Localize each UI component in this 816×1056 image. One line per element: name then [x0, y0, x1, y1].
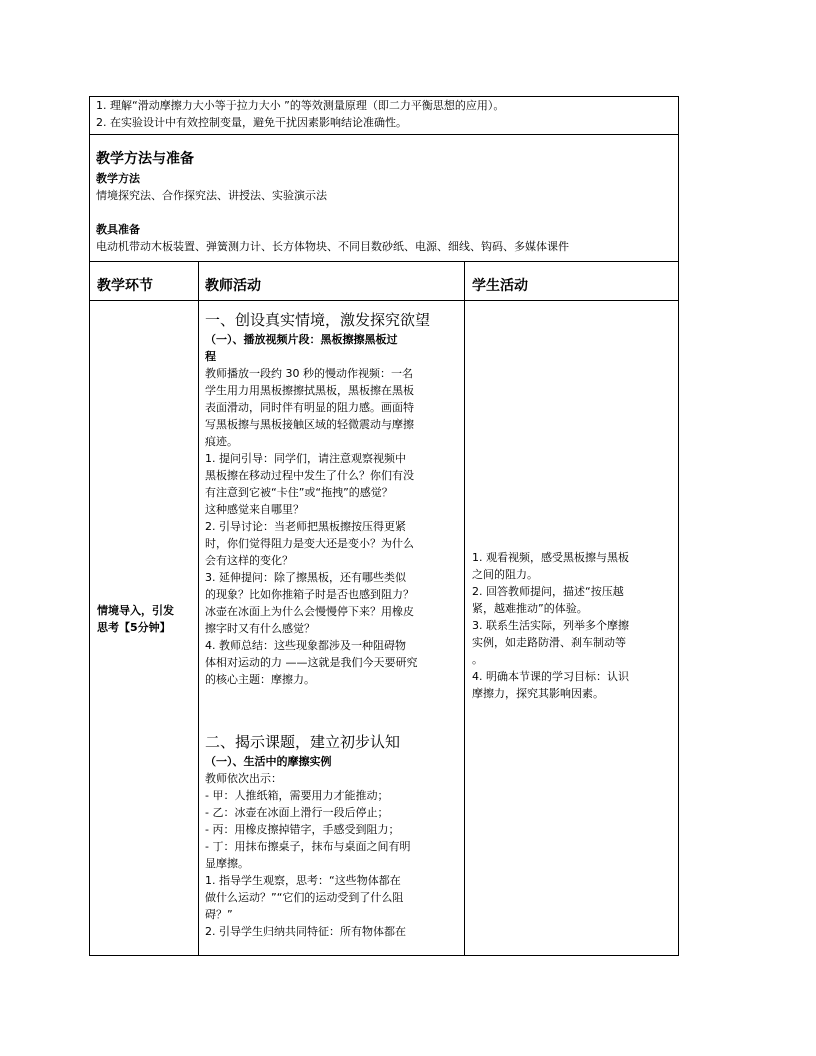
text-line: （一）、播放视频片段：黑板擦擦黑板过 [205, 333, 398, 346]
text-line: 4. 明确本节课的学习目标：认识 [472, 670, 629, 683]
methods-section-title: 教学方法与准备 [96, 151, 194, 167]
column-divider [464, 261, 465, 956]
text-line: 写黑板擦与黑板接触区域的轻微震动与摩擦 [205, 418, 414, 431]
teacher-paragraph-3 [205, 518, 461, 569]
part1-subtitle [205, 331, 461, 365]
student-item-2 [472, 583, 676, 617]
stage-line-2: 思考【5分钟】 [97, 621, 171, 634]
methods-cell [96, 149, 676, 255]
row-divider [90, 261, 678, 262]
text-line: 显摩擦。 [205, 857, 249, 870]
text-line: 的核心主题：摩擦力。 [205, 673, 315, 686]
text-line: - 丙：用橡皮擦掉错字，手感受到阻力； [205, 823, 400, 836]
lesson-plan-table [89, 96, 679, 956]
prep-text: 电动机带动木板装置、弹簧测力计、长方体物块、不同目数砂纸、电源、细线、钩码、多媒体课件 [96, 240, 569, 253]
text-line: 实例，如走路防滑、刹车制动等 [472, 636, 626, 649]
student-item-3 [472, 617, 676, 668]
student-item-1 [472, 549, 676, 583]
text-line: 黑板擦在移动过程中发生了什么？你们有没 [205, 469, 414, 482]
text-line: 体相对运动的力 ——这就是我们今天要研究 [205, 656, 418, 669]
teacher-paragraph-6 [205, 770, 461, 872]
text-line: 表面滑动，同时伴有明显的阻力感。画面特 [205, 401, 414, 414]
methods-text: 情境探究法、合作探究法、讲授法、实验演示法 [96, 189, 327, 202]
part1-title: 一、创设真实情境，激发探究欲望 [205, 311, 431, 329]
teacher-paragraph-7 [205, 872, 461, 923]
text-line: 教师播放一段约 30 秒的慢动作视频：一名 [205, 367, 413, 380]
text-line: 冰壶在冰面上为什么会慢慢停下来？用橡皮 [205, 605, 414, 618]
text-line: 。 [472, 653, 483, 666]
text-line: 之间的阻力。 [472, 568, 538, 581]
text-line: 学生用力用黑板擦擦拭黑板，黑板擦在黑板 [205, 384, 414, 397]
text-line: 擦字时又有什么感觉？ [205, 622, 315, 635]
stage-cell [97, 602, 197, 636]
part2-subtitle: （一）、生活中的摩擦实例 [205, 755, 332, 768]
teacher-paragraph-8 [205, 923, 461, 940]
teacher-paragraph-2 [205, 450, 461, 518]
text-line: 2. 引导学生归纳共同特征：所有物体都在 [205, 925, 406, 938]
student-item-4 [472, 668, 676, 702]
part2-title: 二、揭示课题，建立初步认知 [205, 733, 401, 751]
row-divider [90, 300, 678, 301]
objective-item-2: 2. 在实验设计中有效控制变量，避免干扰因素影响结论准确性。 [96, 116, 407, 129]
text-line: 做什么运动？”“它们的运动受到了什么阻 [205, 891, 404, 904]
text-line: 1. 指导学生观察，思考：“这些物体都在 [205, 874, 401, 887]
prep-label: 教具准备 [96, 223, 140, 236]
row-divider [90, 134, 678, 135]
objective-item-1: 1. 理解“滑动摩擦力大小等于拉力大小 ”的等效测量原理（即二力平衡思想的应用）。 [96, 99, 505, 112]
text-line: 程 [205, 350, 216, 363]
text-line: - 丁：用抹布擦桌子，抹布与桌面之间有明 [205, 840, 411, 853]
text-line: 3. 延伸提问：除了擦黑板，还有哪些类似 [205, 571, 406, 584]
student-activity-cell [472, 549, 676, 702]
text-line: 3. 联系生活实际，列举多个摩擦 [472, 619, 629, 632]
text-line: 1. 观看视频，感受黑板擦与黑板 [472, 551, 629, 564]
objectives-cell [96, 97, 676, 131]
text-line: - 甲：人推纸箱，需要用力才能推动； [205, 789, 389, 802]
methods-label: 教学方法 [96, 172, 140, 185]
teacher-paragraph-5 [205, 637, 461, 688]
header-stage: 教学环节 [97, 278, 153, 294]
header-student: 学生活动 [472, 278, 528, 294]
text-line: 会有这样的变化？ [205, 554, 293, 567]
stage-line-1: 情境导入，引发 [97, 604, 174, 617]
text-line: 1. 提问引导：同学们，请注意观察视频中 [205, 452, 406, 465]
header-teacher: 教师活动 [205, 278, 261, 294]
text-line: 2. 引导讨论：当老师把黑板擦按压得更紧 [205, 520, 406, 533]
text-line: 紧，越难推动”的体验。 [472, 602, 588, 615]
text-line: 教师依次出示： [205, 772, 282, 785]
text-line: 痕迹。 [205, 435, 238, 448]
teacher-activity-cell [205, 309, 461, 940]
text-line: 2. 回答教师提问，描述“按压越 [472, 585, 624, 598]
column-divider [198, 261, 199, 956]
text-line: 这种感觉来自哪里？ [205, 503, 304, 516]
text-line: - 乙：冰壶在冰面上滑行一段后停止； [205, 806, 389, 819]
text-line: 时，你们觉得阻力是变大还是变小？为什么 [205, 537, 414, 550]
teacher-paragraph-4 [205, 569, 461, 637]
text-line: 的现象？比如你推箱子时是否也感到阻力？ [205, 588, 414, 601]
text-line: 4. 教师总结：这些现象都涉及一种阻碍物 [205, 639, 406, 652]
text-line: 碍？” [205, 908, 233, 921]
text-line: 有注意到它被“卡住”或“拖拽”的感觉？ [205, 486, 393, 499]
text-line: 摩擦力，探究其影响因素。 [472, 687, 604, 700]
teacher-paragraph-1 [205, 365, 461, 450]
